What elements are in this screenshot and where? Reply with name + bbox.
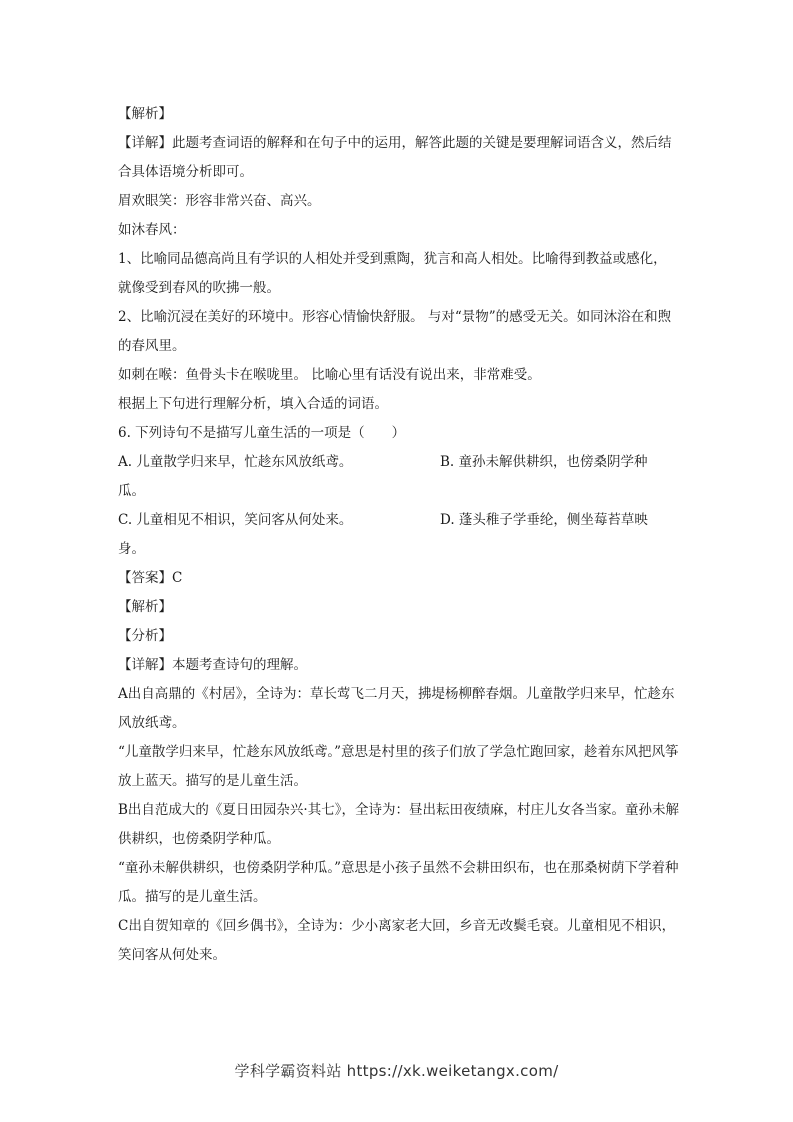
options-row-cd bbox=[118, 506, 680, 535]
document-body bbox=[118, 100, 680, 970]
explain-b: B出自范成大的《夏日田园杂兴·其七》，全诗为：昼出耘田夜绩麻，村庄儿女各当家。童孙未解供耕织，也傍桑阴学种瓜。 bbox=[118, 802, 679, 847]
detail-intro: 【详解】本题考查诗句的理解。 bbox=[118, 657, 307, 673]
analysis-heading: 【解析】 bbox=[118, 599, 172, 615]
definition-rumu-1: 1、比喻同品德高尚且有学识的人相处并受到熏陶，犹言和高人相处。比喻得到教益或感化，就像受到春风的吹拂一般。 bbox=[118, 251, 667, 296]
option-d-continuation: 身。 bbox=[118, 541, 145, 557]
option-c: C. 儿童相见不相识，笑问客从何处来。 bbox=[118, 512, 353, 528]
option-a: A. 儿童散学归来早，忙趁东风放纸鸢。 bbox=[118, 454, 353, 470]
options-row-ab bbox=[118, 448, 680, 477]
detail-paragraph: 【详解】此题考查词语的解释和在句子中的运用，解答此题的关键是要理解词语含义，然后结合具体语境分析即可。 bbox=[118, 135, 672, 180]
explain-a: A出自高鼎的《村居》，全诗为：草长莺飞二月天，拂堤杨柳醉春烟。儿童散学归来早，忙趁东风放纸鸢。 bbox=[118, 686, 675, 731]
definition-rumu-2: 2、比喻沉浸在美好的环境中。形容心情愉快舒服。 与对“景物”的感受无关。如同沐浴在和煦的春风里。 bbox=[118, 309, 672, 354]
answer-line: 【答案】C bbox=[118, 570, 183, 586]
page-footer-watermark: 学科学霸资料站 https://xk.weiketangx.com/ bbox=[234, 1062, 559, 1080]
explain-a-meaning: “儿童散学归来早，忙趁东风放纸鸢。”意思是村里的孩子们放了学急忙跑回家，趁着东风把风筝放上蓝天。描写的是儿童生活。 bbox=[118, 744, 679, 789]
option-b-continuation: 瓜。 bbox=[118, 483, 145, 499]
definition-ruci: 如刺在喉：鱼骨头卡在喉咙里。 比喻心里有话没有说出来，非常难受。 bbox=[118, 367, 541, 383]
instruction-paragraph: 根据上下句进行理解分析，填入合适的词语。 bbox=[118, 396, 388, 412]
explain-c: C出自贺知章的《回乡偶书》，全诗为：少小离家老大回，乡音无改鬓毛衰。儿童相见不相识，笑问客从何处来。 bbox=[118, 918, 676, 963]
option-d: D. 蓬头稚子学垂纶，侧坐莓苔草映 bbox=[440, 512, 648, 528]
option-b: B. 童孙未解供耕织，也傍桑阴学种 bbox=[440, 454, 648, 470]
fenxi-heading: 【分析】 bbox=[118, 628, 172, 644]
section-heading-analysis: 【解析】 bbox=[118, 106, 172, 122]
explain-b-meaning: “童孙未解供耕织，也傍桑阴学种瓜。”意思是小孩子虽然不会耕田织布，也在那桑树荫下学着种瓜。描写的是儿童生活。 bbox=[118, 860, 679, 905]
definition-meihuan: 眉欢眼笑：形容非常兴奋、高兴。 bbox=[118, 193, 321, 209]
question-6: 6. 下列诗句不是描写儿童生活的一项是（ ） bbox=[118, 425, 406, 441]
definition-rumu-heading: 如沐春风： bbox=[118, 222, 186, 238]
